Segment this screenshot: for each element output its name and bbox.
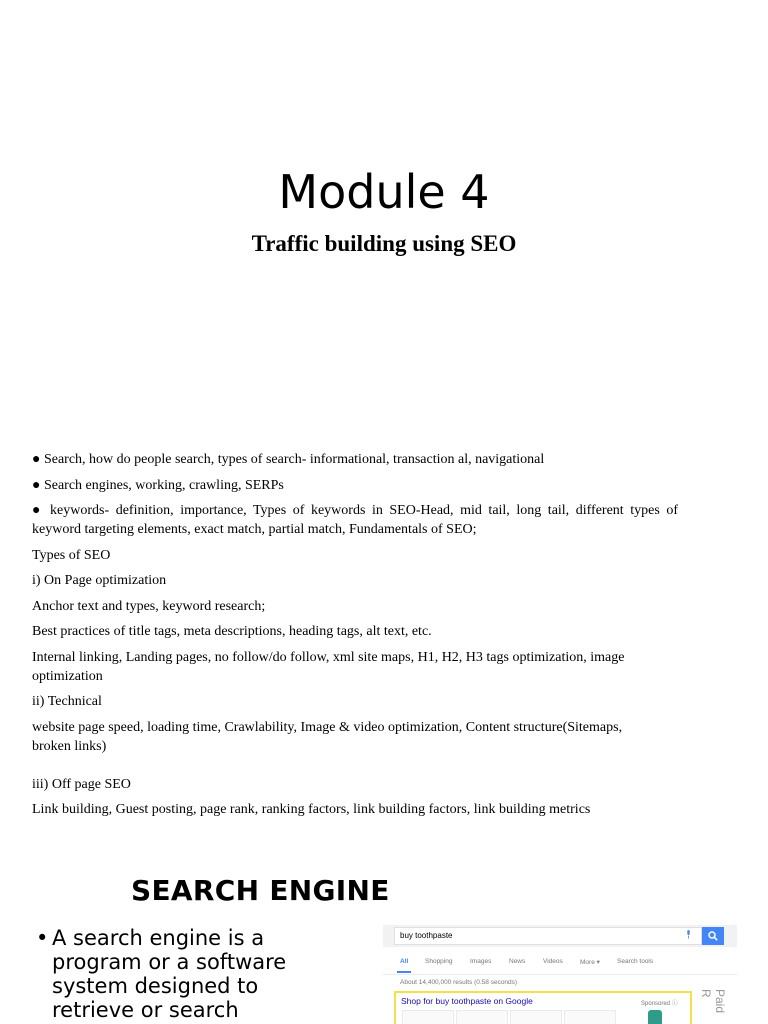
tab-all: All [400, 958, 409, 965]
product-card [510, 1010, 562, 1024]
bullet-text: A search engine is a program or a software system designed to retrieve or search [52, 926, 287, 1022]
syllabus-item: iii) Off page SEO [32, 776, 131, 792]
search-tabs [383, 956, 737, 975]
syllabus-item: Internal linking, Landing pages, no follow/do follow, xml site maps, H1, H2, H3 tags optimization, image optimization [32, 649, 625, 684]
slide-heading: SEARCH ENGINE [131, 874, 390, 907]
tab-images: Images [470, 958, 492, 965]
tab-search-tools: Search tools [617, 958, 654, 965]
tab-shopping: Shopping [425, 958, 453, 965]
tab-news: News [509, 958, 526, 965]
slide-bullet [36, 926, 336, 1022]
syllabus-item: website page speed, loading time, Crawlability, Image & video optimization, Content structure(Sitemaps, broken links) [32, 719, 623, 754]
syllabus-item: ● keywords- definition, importance, Types of keywords in SEO-Head, mid tail, long tail, different types of keyword targeting elements, exact match, partial match, Fundamentals of SEO; [32, 503, 678, 537]
module-title: Module 4 [278, 165, 490, 219]
bullet-marker: • [36, 926, 49, 950]
result-stats: About 14,400,000 results (0.58 seconds) [400, 979, 518, 986]
syllabus-item: Types of SEO [32, 547, 111, 563]
active-tab-indicator [397, 971, 411, 973]
product-card [456, 1010, 508, 1024]
syllabus-item: Link building, Guest posting, page rank, ranking factors, link building factors, link building metrics [32, 802, 591, 817]
syllabus-item: Best practices of title tags, meta descriptions, heading tags, alt text, etc. [32, 624, 432, 639]
tab-more: More ▾ [580, 959, 600, 966]
syllabus-list [32, 450, 678, 826]
paid-results-label: Paid R [699, 989, 727, 1014]
syllabus-item: i) On Page optimization [32, 573, 167, 588]
microphone-icon [686, 930, 691, 939]
syllabus-item: ● Search, how do people search, types of search- informational, transaction al, navigational [32, 452, 545, 467]
search-icon [708, 931, 718, 941]
module-subtitle: Traffic building using SEO [251, 231, 517, 256]
product-card [402, 1010, 454, 1024]
syllabus-item: Anchor text and types, keyword research; [32, 598, 266, 614]
syllabus-item: ● Search engines, working, crawling, SERPs [32, 477, 284, 493]
search-bar [383, 925, 737, 947]
tab-videos: Videos [543, 958, 563, 965]
sponsored-label: Sponsored ⓘ [641, 1001, 678, 1007]
product-card [564, 1010, 616, 1024]
search-results-screenshot [383, 925, 737, 1024]
search-button [702, 927, 724, 945]
product-image [648, 1010, 662, 1024]
shopping-ad-box [394, 991, 692, 1024]
search-input: buy toothpaste [394, 927, 702, 945]
ad-title: Shop for buy toothpaste on Google [401, 996, 533, 1006]
syllabus-item: ii) Technical [32, 694, 102, 709]
